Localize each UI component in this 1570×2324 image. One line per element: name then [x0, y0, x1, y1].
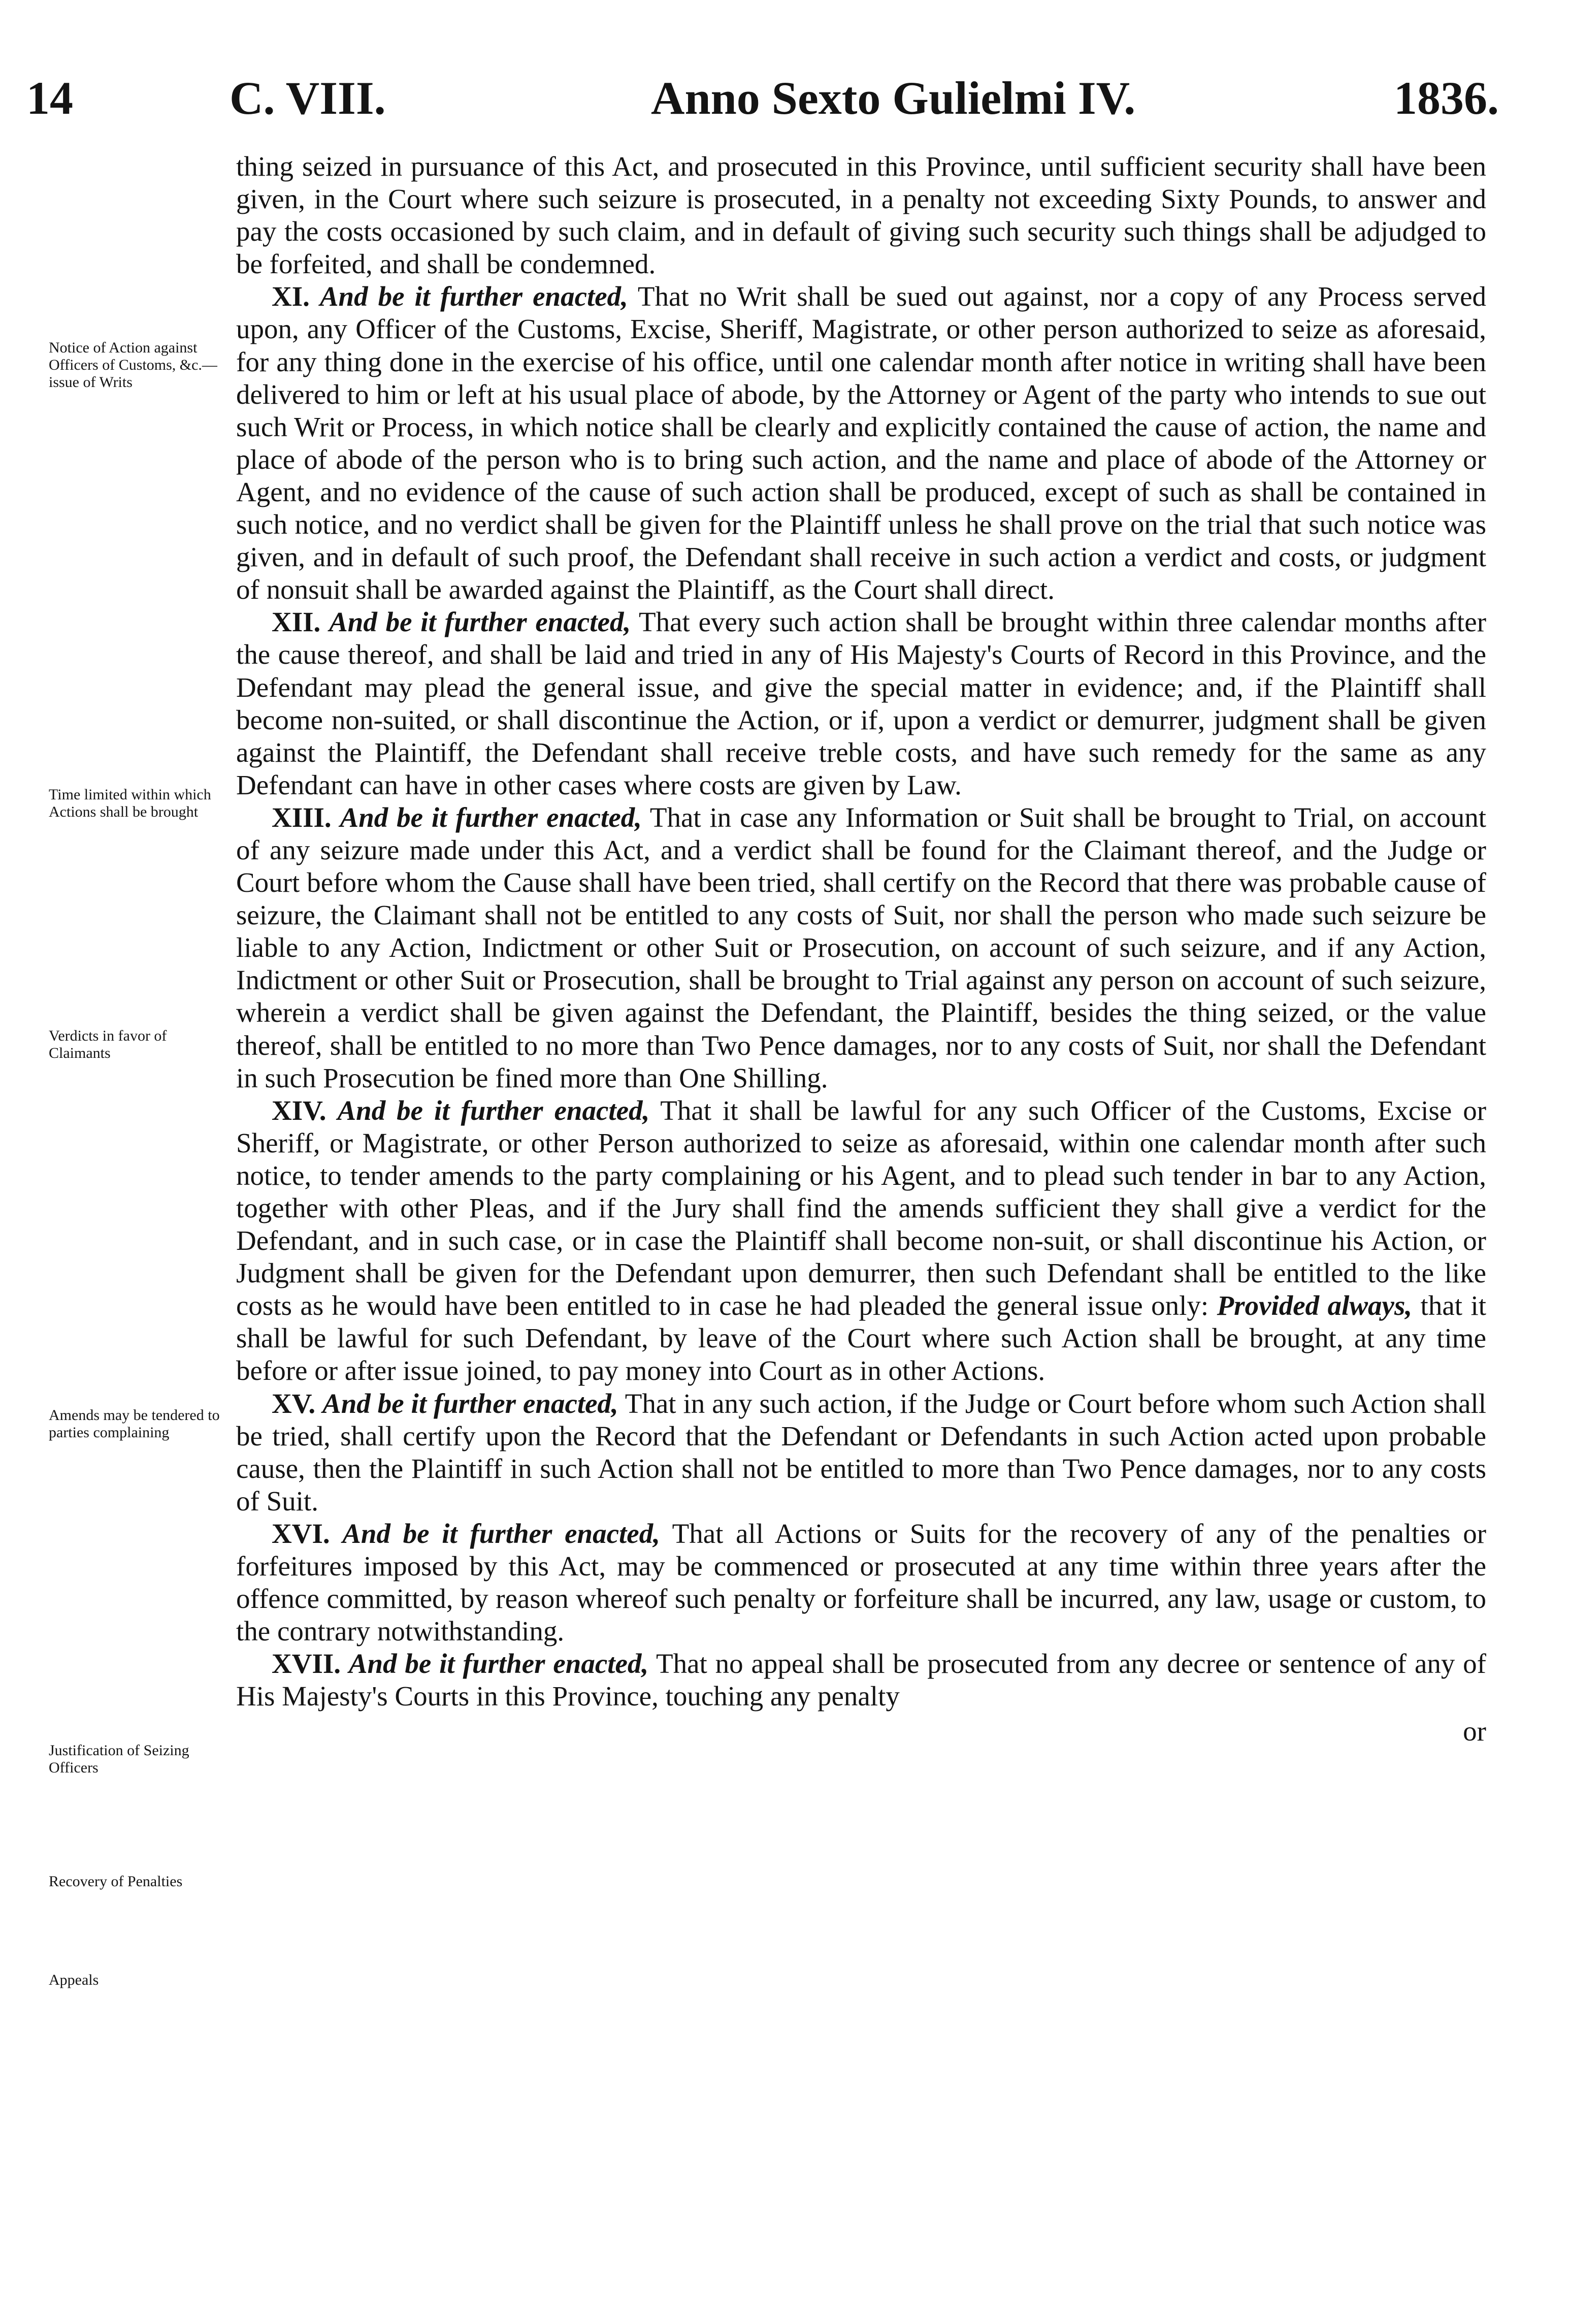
- margin-note-amends: Amends may be tendered to parties complaining: [49, 1407, 220, 1441]
- intro-text: thing seized in pursuance of this Act, and prosecuted in this Province, until sufficient security shall have been given, in the Court where such seizure is prosecuted, in a penalty not exceeding Sixty Pounds, to answer and pay the costs occasioned by such claim, and in default of giving such security such things shall be adjudged to be forfeited, and shall be condemned.: [236, 151, 1486, 280]
- margin-note-recovery: Recovery of Penalties: [49, 1873, 183, 1890]
- section-13: [236, 801, 1486, 1094]
- statute-body: [236, 150, 1486, 1748]
- year-label: 1836.: [1394, 72, 1499, 124]
- enacting-clause: And be it further enacted,: [340, 801, 642, 833]
- chapter-label: C. VIII.: [230, 72, 386, 124]
- section-text: That no appeal shall be prosecuted from any decree or sentence of any of His Majesty's Courts in this Province, touching any penalty: [236, 1648, 1486, 1712]
- section-text: That every such action shall be brought within three calendar months after the cause thereof, and shall be laid and tried in any of His Majesty's Courts of Record in this Province, and the Defendant may plead the general issue, and give the special matter in evidence; and, if the Plaintiff shall become non-suited, or shall discontinue the Action, or if, upon a verdict or demurrer, judgment shall be given against the Plaintiff, the Defendant shall receive treble costs, and have such remedy for the same as any Defendant can have in other cases where costs are given by Law.: [236, 606, 1487, 800]
- margin-note-justification: Justification of Seizing Officers: [49, 1742, 189, 1776]
- section-number: XII.: [272, 606, 321, 638]
- intro-paragraph: [236, 150, 1486, 280]
- section-12: [236, 606, 1486, 801]
- enacting-clause: And be it further enacted,: [322, 1387, 618, 1419]
- section-17: [236, 1648, 1486, 1713]
- page-number: 14: [26, 72, 73, 124]
- enacting-clause: And be it further enacted,: [329, 606, 631, 638]
- section-11: [236, 280, 1486, 606]
- section-text: That all Actions or Suits for the recovery of any of the penalties or forfeitures imposed by this Act, may be commenced or prosecuted at any time within three years after the offence committed, by reason whereof such penalty or forfeiture shall be incurred, any law, usage or custom, to the contrary notwithstanding.: [236, 1518, 1487, 1647]
- section-number: XIII.: [272, 801, 332, 833]
- section-text: That no Writ shall be sued out against, nor a copy of any Process served upon, any Officer of the Customs, Excise, Sheriff, Magistrate, or other person authorized to seize as aforesaid, for any thing done in the exercise of his office, until one calendar month after notice in writing shall have been delivered to him or left at his usual place of abode, by the Attorney or Agent of the party who intends to sue out such Writ or Process, in which notice shall be clearly and explicitly contained the cause of action, the name and place of abode of the person who is to bring such action, and the name and place of abode of the Attorney or Agent, and no evidence of the cause of such action shall be produced, except of such as shall be contained in such notice, and no verdict shall be given for the Plaintiff unless he shall prove on the trial that such notice was given, and in default of such proof, the Defendant shall receive in such action a verdict and costs, or judgment of nonsuit shall be awarded against the Plaintiff, as the Court shall direct.: [236, 281, 1487, 605]
- section-14: [236, 1094, 1486, 1387]
- section-text: That it shall be lawful for any such Officer of the Customs, Excise or Sheriff, or Magistrate, or other Person authorized to seize as aforesaid, within one calendar month after such notice, to tender amends to the party complaining or his Agent, and to plead such tender in bar to any Action, together with other Pleas, and if the Jury shall find the amends sufficient they shall give a verdict for the Defendant, and in such case, or in case the Plaintiff shall become non-suit, or shall discontinue his Action, or Judgment shall be given for the Defendant upon demurrer, then such Defendant shall be entitled to the like costs as he would have been entitled to in case he had pleaded the general issue only:: [236, 1094, 1487, 1321]
- section-number: XIV.: [272, 1094, 326, 1126]
- enacting-clause: And be it further enacted,: [342, 1518, 660, 1549]
- section-text: That in case any Information or Suit shall be brought to Trial, on account of any seizure made under this Act, and a verdict shall be found for the Claimant thereof, and the Judge or Court before whom the Cause shall have been tried, shall certify on the Record that there was probable cause of seizure, the Claimant shall not be entitled to any costs of Suit, nor shall the person who made such seizure be liable to any Action, Indictment or other Suit or Prosecution, on account of such seizure, and if any Action, Indictment or other Suit or Prosecution, shall be brought to Trial against any person on account of such seizure, wherein a verdict shall be given against the Defendant, the Plaintiff, besides the thing seized, or the value thereof, shall be entitled to no more than Two Pence damages, nor to any costs of Suit, nor shall the Defendant in such Prosecution be fined more than One Shilling.: [236, 801, 1486, 1093]
- section-text-continued: that it shall be lawful for such Defendant, by leave of the Court where such Action shall be brought, at any time before or after issue joined, to pay money into Court as in other Actions.: [236, 1290, 1486, 1386]
- section-16: [236, 1518, 1486, 1648]
- section-number: XVII.: [272, 1648, 341, 1680]
- section-number: XV.: [272, 1387, 316, 1419]
- enacting-clause: And be it further enacted,: [348, 1648, 649, 1680]
- running-title: Anno Sexto Gulielmi IV.: [651, 72, 1136, 124]
- section-number: XI.: [272, 281, 310, 312]
- enacting-clause: And be it further enacted,: [337, 1094, 650, 1126]
- enacting-clause: And be it further enacted,: [319, 281, 628, 312]
- page-header: [26, 70, 1499, 126]
- section-number: XVI.: [272, 1518, 330, 1549]
- margin-note-time-limited: Time limited within which Actions shall be brought: [49, 786, 211, 820]
- margin-note-appeals: Appeals: [49, 1972, 99, 1988]
- section-text: That in any such action, if the Judge or Court before whom such Action shall be tried, shall certify upon the Record that the Defendant or Defendants in such Action acted upon probable cause, then the Plaintiff in such Action shall not be entitled to more than Two Pence damages, nor to any costs of Suit.: [236, 1387, 1487, 1516]
- section-15: [236, 1387, 1486, 1518]
- proviso-clause: Provided always,: [1217, 1290, 1413, 1321]
- margin-note-verdicts: Verdicts in favor of Claimants: [49, 1027, 167, 1061]
- catchword: or: [1463, 1715, 1486, 1747]
- margin-note-notice-of-action: Notice of Action against Officers of Customs, &c.—issue of Writs: [49, 339, 217, 391]
